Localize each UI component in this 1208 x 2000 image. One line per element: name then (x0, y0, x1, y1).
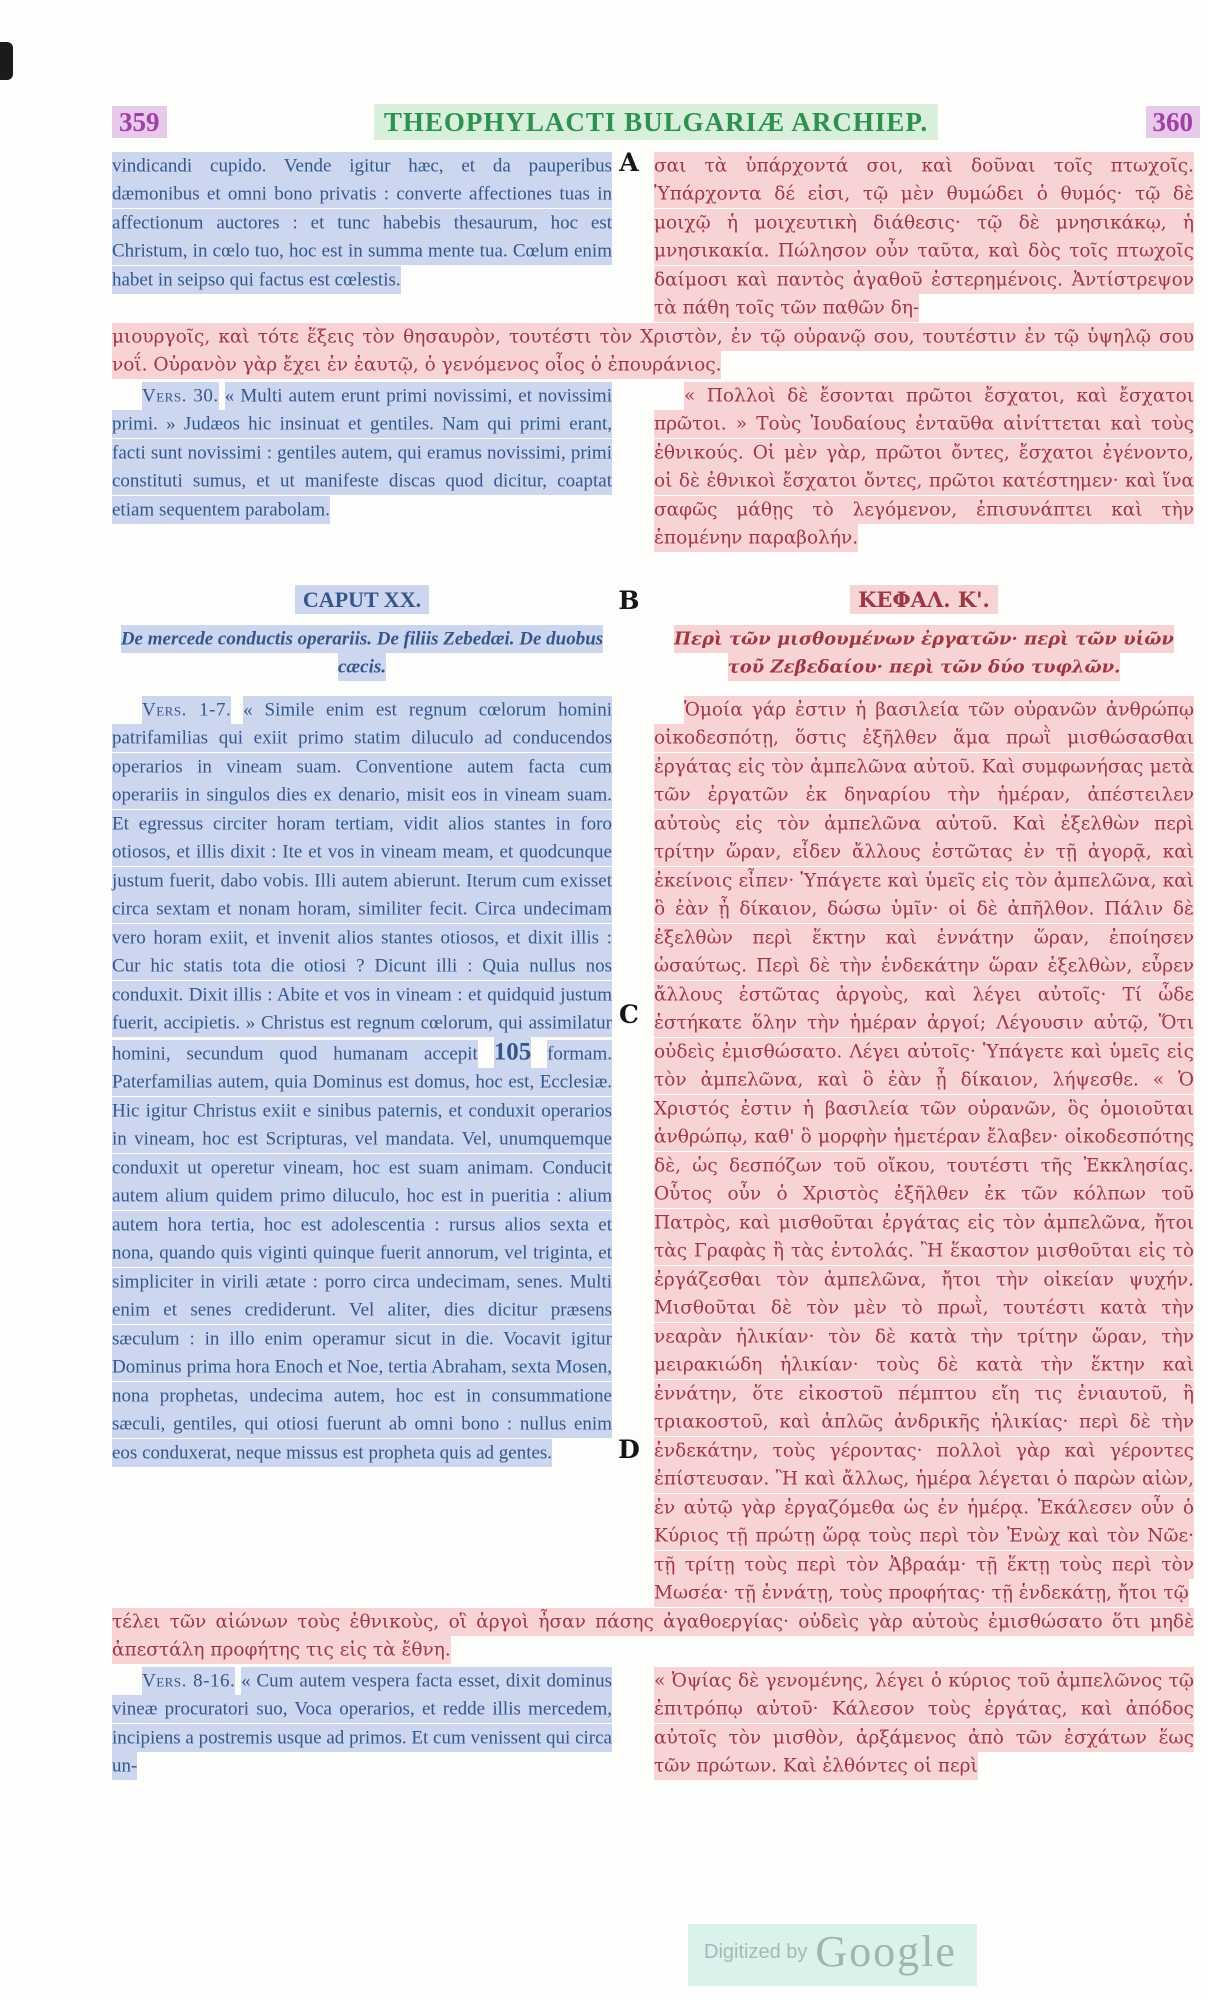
greek-column (654, 587, 1194, 612)
google-logo: Google (815, 1927, 957, 1976)
greek-column (654, 696, 1194, 1608)
row-chapter-headers (112, 587, 1194, 613)
latin-column (112, 382, 612, 525)
latin-column (112, 152, 612, 295)
greek-column (654, 382, 1194, 553)
latin-vers-30-paragraph: Vers. 30. « Multi autem erunt primi novissimi, et novissimi primi. » Judæos hic insinuat et gentiles. Nam qui primi erant, facti sunt novissimi : gentiles autem, qui eramus novissimi, primi constituti sumus, et ut manifeste discas quod dicitur, coaptat etiam sequentem parabolam. (112, 382, 612, 525)
column-number: 105 (494, 1035, 532, 1069)
page-number-left: 359 (112, 106, 167, 138)
greek-spanning-lines-bottom: τέλει τῶν αἰώνων τοὺς ἐθνικοὺς, οἳ ἀργοὶ ἦσαν πάσης ἀγαθοεργίας· οὐδεὶς γὰρ αὐτοὺς ἐμισθώσατο ὅτι μηδὲ ἀπεστάλη προφήτης τις εἰς τὰ ἔθνη. (112, 1608, 1194, 1665)
latin-vers-8-16-label: Vers. 8-16. (142, 1667, 235, 1695)
greek-column (654, 152, 1194, 323)
greek-vers-1-7-paragraph: Ὁμοία γάρ ἐστιν ἡ βασιλεία τῶν οὐρανῶν ἀνθρώπῳ οἰκοδεσπότῃ, ὅστις ἐξῆλθεν ἅμα πρωῒ μισθώσασθαι ἐργάτας εἰς τὸν ἀμπελῶνα αὐτοῦ. Καὶ συμφωνήσας μετὰ τῶν ἐργατῶν ἐκ δηναρίου τὴν ἡμέραν, ἀπέστειλεν αὐτοὺς εἰς τὸν ἀμπελῶνα αὐτοῦ. Καὶ ἐξελθὼν περὶ τρίτην ὥραν, εἶδεν ἄλλους ἑστῶτας ἐν τῇ ἀγορᾷ, καὶ ἐκείνοις εἶπεν· Ὑπάγετε καὶ ὑμεῖς εἰς τὸν ἀμπελῶνα, καὶ ὃ ἐὰν ᾖ δίκαιον, δώσω ὑμῖν· οἱ δὲ ἀπῆλθον. Πάλιν δὲ ἐξελθὼν περὶ ἕκτην καὶ ἐννάτην ὥραν, ἐποίησεν ὡσαύτως. Περὶ δὲ τὴν ἑνδεκάτην ὥραν ἐξελθὼν, εὗρεν ἄλλους ἑστῶτας ἀργοὺς, καὶ λέγει αὐτοῖς· Τί ὧδε ἑστήκατε ὅλην τὴν ἡμέραν ἀργοί; Λέγουσιν αὐτῷ, Ὅτι οὐδεὶς ἐμισθώσατο. Λέγει αὐτοῖς· Ὑπάγετε καὶ ὑμεῖς εἰς τὸν ἀμπελῶνα, καὶ ὃ ἐὰν ᾖ δίκαιον, λήψεσθε. « Ὁ Χριστός ἐστιν ἡ βασιλεία τῶν οὐρανῶν, ὃς ὁμοιοῦται ἀνθρώπῳ, καθ' ὃ μορφὴν ἡμετέραν ἔλαβεν· οἰκοδεσπότης δὲ, ὡς δεσπόζων τοῦ οἴκου, τουτέστι τῆς Ἐκκλησίας. Οὗτος οὖν ὁ Χριστὸς ἐξῆλθεν ἐκ τῶν κόλπων τοῦ Πατρὸς, καὶ μισθοῦται ἐργάτας εἰς τὸν ἀμπελῶνα, ἤτοι τὰς Γραφὰς ἢ τὰς ἐντολάς. Ἢ ἕκαστον μισθοῦται εἰς τὸ ἐργάζεσθαι τὸν ἀμπελῶνα, ἤτοι τὴν οἰκείαν ψυχήν. Μισθοῦται δὲ τὸν μὲν τὸ πρωῒ, τουτέστι κατὰ τὴν νεαρὰν ἡλικίαν· τὸν δὲ κατὰ τὴν τρίτην ὥραν, τὴν μειρακιώδη ἡλικίαν· τοὺς δὲ κατὰ τὴν ἕκτην καὶ ἐννάτην, ὅτε εἰκοστοῦ πέμπτου εἴη τις ἐνιαυτοῦ, ἢ τριακοστοῦ, καὶ ἁπλῶς ἀνδρικῆς ἡλικίας· περὶ δὲ τὴν ἑνδεκάτην, τοὺς γέροντας· πολλοὶ γὰρ καὶ γέροντες ἐπίστευσαν. Ἢ καὶ ἄλλως, ἡμέρα λέγεται ὁ παρὼν αἰὼν, ἐν αὐτῷ γὰρ ἐργαζόμεθα ὡς ἐν ἡμέρᾳ. Ἐκάλεσεν οὖν ὁ Κύριος τῇ πρώτῃ ὥρᾳ τοὺς περὶ τὸν Ἐνὼχ καὶ τὸν Νῶε· τῇ τρίτῃ τοὺς περὶ τὸν Ἀβραάμ· τῇ ἕκτῃ τοὺς περὶ τὸν Μωσέα· τῇ ἐννάτῃ, τοὺς προφήτας· τῇ ἑνδεκάτῃ, ἤτοι τῷ (654, 696, 1194, 1608)
google-watermark (688, 1924, 977, 1986)
greek-vers-30-paragraph: « Πολλοὶ δὲ ἔσονται πρῶτοι ἔσχατοι, καὶ ἔσχατοι πρῶτοι. » Τοὺς Ἰουδαίους ἐνταῦθα αἰνίττεται καὶ τοὺς ἐθνικούς. Οἱ μὲν γὰρ, πρῶτοι ὄντες, ἔσχατοι ἐγένοντο, οἱ δὲ ἐθνικοὶ ἔσχατοι ὄντες, πρῶτοι κατέστημεν· καὶ ἵνα σαφῶς μάθῃς τὸ λεγόμενον, ἐπισυνάπτει καὶ τὴν ἑπομένην παραβολήν. (654, 382, 1194, 553)
page-number-right: 360 (1146, 106, 1201, 138)
running-title-wrap (167, 107, 1146, 137)
latin-vers-1-7-label: Vers. 1-7. (142, 696, 231, 724)
row-vers-30 (112, 382, 1194, 553)
latin-chapter-header: CAPUT XX. (295, 585, 429, 614)
row-vers-8-16 (112, 1667, 1194, 1781)
marginal-letter-a: A (619, 148, 639, 177)
latin-column (112, 696, 612, 1468)
latin-vers-1-7-paragraph: Vers. 1-7. « Simile enim est regnum cœlorum homini patrifamilias qui exiit primo statim diluculo ad conducendos operarios in vineam suam. Conventione autem facta cum operariis in singulos dies ex denario, misit eos in vineam suam. Et egressus circiter horam tertiam, vidit alios stantes in foro otiosos, et illis dixit : Ite et vos in vineam meam, et quodcunque justum fuerit, dabo vobis. Illi autem abierunt. Iterum cum exisset circa sextam et nonam horam, similiter fecit. Circa undecimam vero horam exiit, et invenit alios stantes otiosos, et dixit illis : Cur hic statis tota die otiosi ? Dicunt illi : Quia nullus nos conduxit. Dixit illis : Abite et vos in vineam : et quidquid justum fuerit, accipietis. » Christus est regnum cœlorum, qui assimilatur homini, secundum quod humanam accepit 105 formam. Paterfamilias autem, quia Dominus est domus, hoc est, Ecclesiæ. Hic igitur Christus exiit e sinibus paternis, et conduxit operarios in vineam, hoc est Scripturas, vel mandata. Vel, unumquemque conduxit ut operetur vineam, hoc est suam animam. Conducit autem alium quidem primo diluculo, hoc est in pueritia : alium autem hora tertia, hoc est adolescentia : rursus alios sexta et nona, quando quis viginti quinque fuerit annorum, vel triginta, et simpliciter in virili ætate : porro circa undecimam, senes. Multi enim et senes crediderunt. Vel aliter, dies dicitur præsens sæculum : in illo enim operamur sicut in die. Vocavit igitur Dominus prima hora Enoch et Noe, tertia Abraham, sexta Mosen, nona prophetas, undecima autem, hoc est in consummatione sæculi, gentiles, qui otiosi fuerunt ab omni bono : nullus enim eos conduxerat, neque missus est propheta quis ad gentes. (112, 696, 612, 1468)
digitized-by-label: Digitized by (704, 1940, 808, 1963)
latin-column (112, 1667, 612, 1781)
greek-vers-8-16-paragraph: « Ὀψίας δὲ γενομένης, λέγει ὁ κύριος τοῦ ἀμπελῶνος τῷ ἐπιτρόπῳ αὐτοῦ· Κάλεσον τοὺς ἐργάτας, καὶ ἀπόδος αὐτοῖς τὸν μισθὸν, ἀρξάμενος ἀπὸ τῶν ἐσχάτων ἕως τῶν πρώτων. Καὶ ἐλθόντες οἱ περὶ (654, 1667, 1194, 1781)
latin-column (112, 625, 612, 682)
row-continuation (112, 152, 1194, 323)
latin-chapter-subtitle: De mercede conductis operariis. De filiis Zebedæi. De duobus cæcis. (112, 625, 612, 682)
running-title: THEOPHYLACTI BULGARIÆ ARCHIEP. (374, 104, 938, 140)
greek-chapter-subtitle: Περὶ τῶν μισθουμένων ἐργατῶν· περὶ τῶν υἱῶν τοῦ Ζεβεδαίου· περὶ τῶν δύο τυφλῶν. (654, 625, 1194, 682)
row-chapter-subtitles (112, 625, 1194, 682)
latin-vers-30-label: Vers. 30. (142, 382, 219, 410)
greek-column (654, 625, 1194, 682)
marginal-letter-b: B (618, 586, 640, 615)
marginal-letter-c: C (619, 1000, 639, 1029)
latin-vers-8-16-paragraph: Vers. 8-16. « Cum autem vespera facta esset, dixit dominus vineæ procuratori suo, Voca operarios, et redde illis mercedem, incipiens a postremis usque ad primos. Et cum venissent qui circa un- (112, 1667, 612, 1781)
latin-column (112, 587, 612, 613)
greek-spanning-lines-top: μιουργοῖς, καὶ τότε ἕξεις τὸν θησαυρὸν, τουτέστι τὸν Χριστὸν, ἐν τῷ οὐρανῷ σου, τουτέστιν ἐν τῷ ὑψηλῷ σου νοΐ. Οὐρανὸν γὰρ ἔχει ἐν ἑαυτῷ, ὁ γενόμενος οἷος ὁ ἐπουράνιος. (112, 323, 1194, 380)
page-body (112, 152, 1194, 1781)
greek-column (654, 1667, 1194, 1781)
row-vers-1-7 (112, 696, 1194, 1608)
marginal-letter-d: D (618, 1435, 640, 1464)
page-header (112, 106, 1200, 138)
latin-continuation-paragraph: vindicandi cupido. Vende igitur hæc, et da pauperibus dæmonibus et omni bono privatis : converte affectiones tuas in affectionum auctores : et tunc habebis thesaurum, hoc est Christum, in cœlo tuo, hoc est in summa mente tua. Cœlum enim habet in seipso qui factus est cœlestis. (112, 152, 612, 295)
greek-chapter-header: ΚΕΦΑΛ. Κ'. (850, 585, 998, 614)
greek-continuation-paragraph: σαι τὰ ὑπάρχοντά σοι, καὶ δοῦναι τοῖς πτωχοῖς. Ὑπάρχοντα δέ εἰσι, τῷ μὲν θυμώδει ὁ θυμός· τῷ δὲ μοιχῷ ἡ μοιχευτικὴ διάθεσις· τῷ δὲ μνησικάκῳ, ἡ μνησικακία. Πώλησον οὖν ταῦτα, καὶ δὸς τοῖς πτωχοῖς δαίμοσι καὶ παντὸς ἀγαθοῦ ἐστερημένοις. Ἀντίστρεψον τὰ πάθη τοῖς τῶν παθῶν δη- (654, 152, 1194, 323)
scan-edge-artifact (0, 42, 13, 80)
